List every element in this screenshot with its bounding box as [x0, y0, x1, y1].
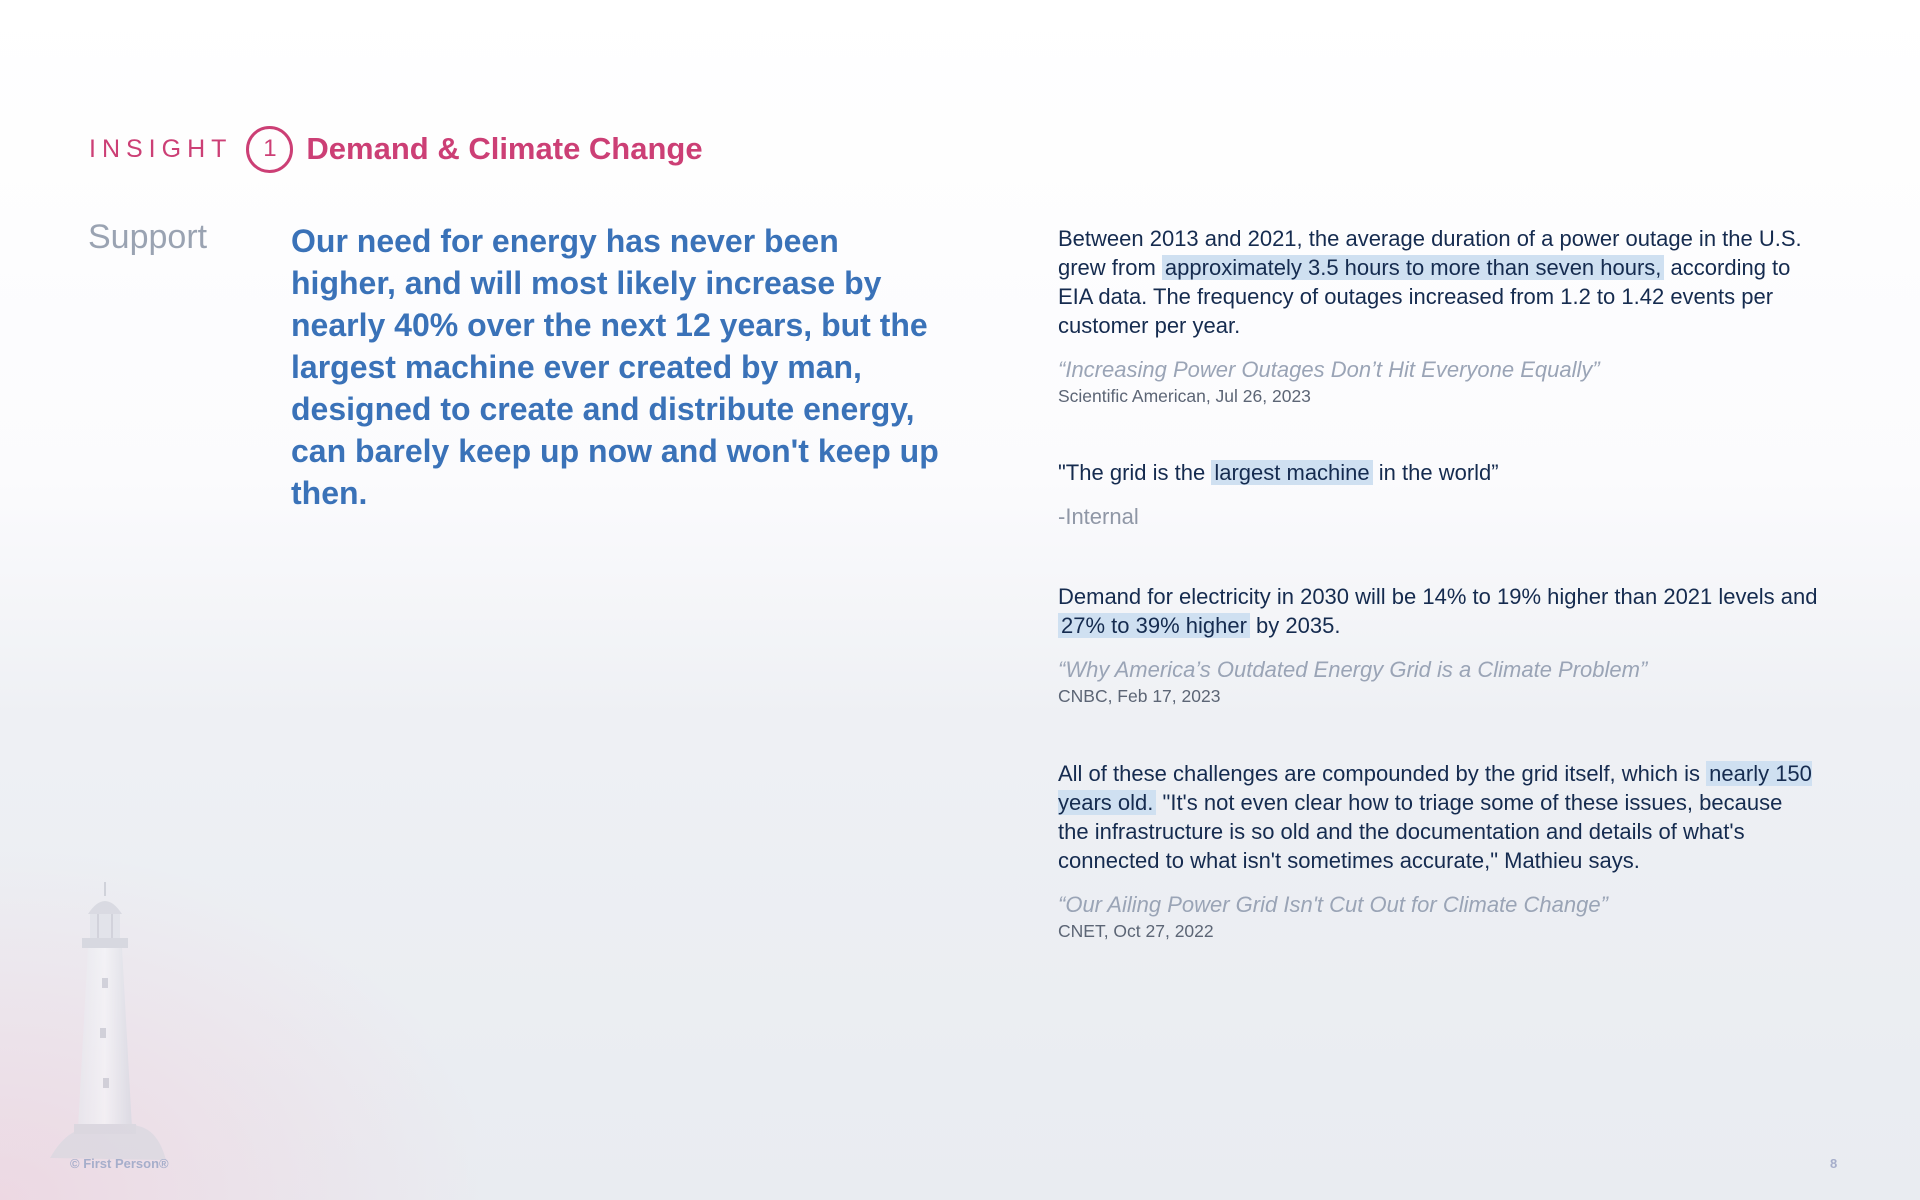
- source-meta: Scientific American, Jul 26, 2023: [1058, 386, 1311, 406]
- quote-block: [1058, 224, 1818, 408]
- quote-text-before: "The grid is the: [1058, 460, 1206, 485]
- quote-highlight: nearly 150 years old.: [1058, 761, 1812, 815]
- insight-title: Demand & Climate Change: [306, 131, 703, 166]
- source-meta: CNBC, Feb 17, 2023: [1058, 686, 1221, 706]
- quote-text: [1058, 224, 1818, 340]
- source-meta: CNET, Oct 27, 2022: [1058, 921, 1214, 941]
- footer-brand: © First Person®: [70, 1156, 169, 1171]
- insight-header: [89, 124, 703, 174]
- quote-text-before: Demand for electricity in 2030 will be 14% to 19% higher than 2021 levels and: [1058, 584, 1818, 609]
- quote-text-before: All of these challenges are compounded by the grid itself, which is: [1058, 761, 1701, 786]
- source-title: “Our Ailing Power Grid Isn't Cut Out for Climate Change”: [1058, 892, 1608, 917]
- quote-text-before: Between 2013 and 2021, the average duration of a power outage in the U.S. grew from: [1058, 226, 1802, 280]
- quote-text: [1058, 458, 1818, 487]
- lighthouse-illustration: [40, 868, 170, 1168]
- quote-block: [1058, 759, 1818, 943]
- quote-text: [1058, 759, 1818, 875]
- quote-text-after: in the world”: [1378, 460, 1499, 485]
- source-title: “Increasing Power Outages Don’t Hit Everyone Equally”: [1058, 357, 1600, 382]
- insight-label: INSIGHT: [89, 134, 233, 163]
- quote-highlight: approximately 3.5 hours to more than seven hours,: [1162, 255, 1665, 280]
- quote-text-after: by 2035.: [1256, 613, 1341, 638]
- support-label: Support: [88, 218, 208, 256]
- quote-highlight: 27% to 39% higher: [1058, 613, 1250, 638]
- quote-highlight: largest machine: [1211, 460, 1372, 485]
- page-number: 8: [1830, 1156, 1838, 1171]
- quote-block: [1058, 458, 1818, 531]
- lead-statement: Our need for energy has never been higher, and will most likely increase by nearly 40% over the next 12 years, but the largest machine ever created by man, designed to create and distribute energy, can barely keep up now and won't keep up then.: [291, 223, 939, 511]
- source-internal: -Internal: [1058, 504, 1139, 529]
- insight-number-badge: 1: [246, 126, 293, 173]
- quote-text-after: according to EIA data. The frequency of outages increased from 1.2 to 1.42 events per customer per year.: [1058, 255, 1791, 338]
- quote-text: [1058, 582, 1818, 640]
- quote-text-after: "It's not even clear how to triage some of these issues, because the infrastructure is so old and the documentation and details of what's connected to what isn't sometimes accurate," Mathieu says.: [1058, 790, 1783, 873]
- quote-block: [1058, 582, 1818, 708]
- source-title: “Why America’s Outdated Energy Grid is a Climate Problem”: [1058, 657, 1648, 682]
